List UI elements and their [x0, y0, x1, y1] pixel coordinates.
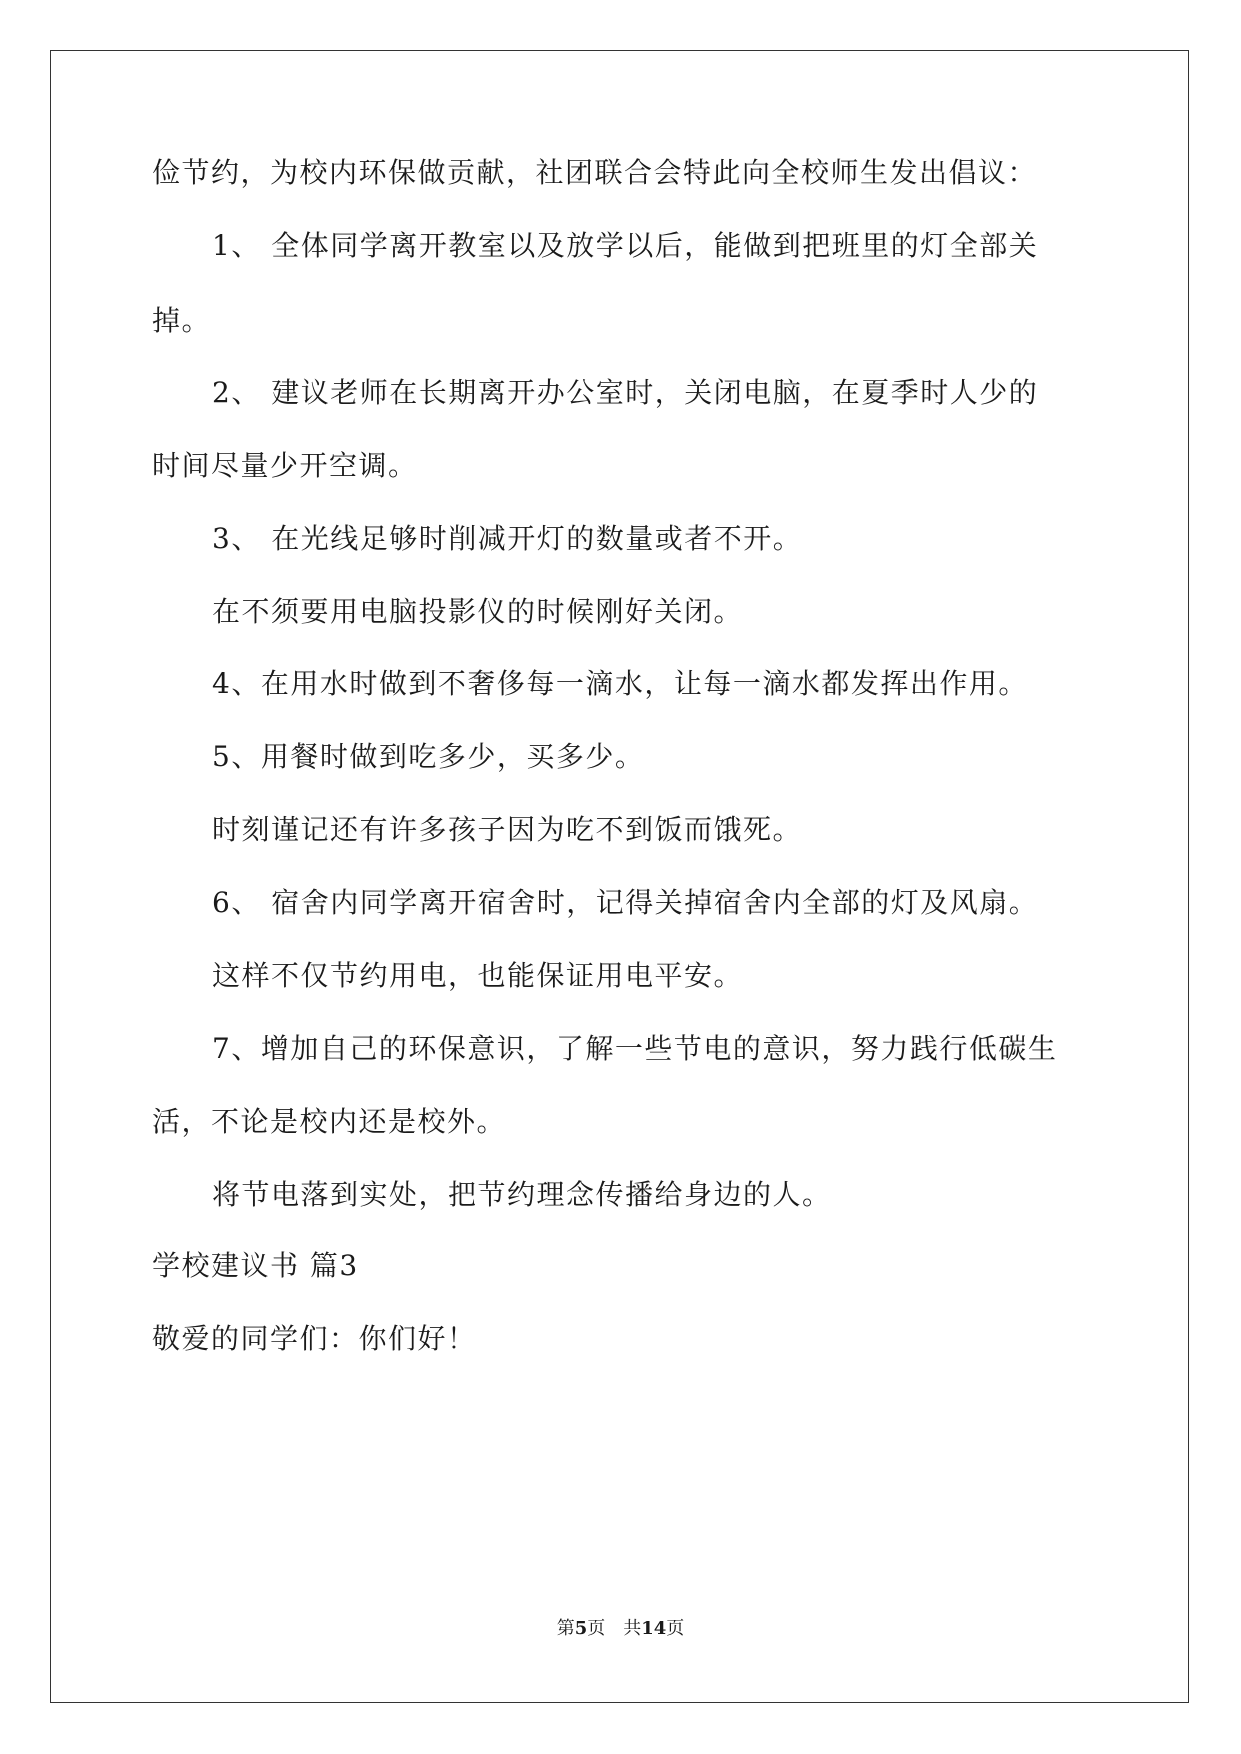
- footer-page-suffix: 页: [587, 1618, 606, 1639]
- paragraph-line: 时间尽量少开空调。: [152, 449, 418, 482]
- list-item-1: 1、 全体同学离开教室以及放学以后，能做到把班里的灯全部关: [212, 229, 1039, 262]
- list-item-6: 6、 宿舍内同学离开宿舍时，记得关掉宿舍内全部的灯及风扇。: [212, 886, 1039, 919]
- list-item-7: 7、增加自己的环保意识，了解一些节电的意识，努力践行低碳生: [212, 1032, 1058, 1065]
- page-footer: [0, 1614, 1241, 1640]
- page-border: [50, 50, 1189, 1703]
- footer-total-prefix: 共: [623, 1618, 642, 1639]
- list-item-5: 5、用餐时做到吃多少，买多少。: [212, 740, 645, 773]
- paragraph-line: 活，不论是校内还是校外。: [152, 1105, 507, 1138]
- footer-total-suffix: 页: [666, 1618, 685, 1639]
- paragraph-line: 掉。: [152, 304, 212, 337]
- greeting-line: 敬爱的同学们：你们好！: [152, 1322, 477, 1355]
- paragraph-line: 这样不仅节约用电，也能保证用电平安。: [212, 959, 744, 992]
- paragraph-line: 在不须要用电脑投影仪的时候刚好关闭。: [212, 595, 744, 628]
- footer-page-prefix: 第: [556, 1618, 575, 1639]
- paragraph-line: 将节电落到实处，把节约理念传播给身边的人。: [212, 1178, 832, 1211]
- section-heading: 学校建议书 篇3: [152, 1249, 359, 1282]
- paragraph-line: 俭节约，为校内环保做贡献，社团联合会特此向全校师生发出倡议：: [152, 156, 1038, 189]
- list-item-3: 3、 在光线足够时削减开灯的数量或者不开。: [212, 522, 803, 555]
- list-item-2: 2、 建议老师在长期离开办公室时，关闭电脑，在夏季时人少的: [212, 376, 1039, 409]
- list-item-4: 4、在用水时做到不奢侈每一滴水，让每一滴水都发挥出作用。: [212, 667, 1028, 700]
- footer-page-number: 5: [574, 1618, 588, 1639]
- footer-total-pages: 14: [641, 1618, 667, 1639]
- paragraph-line: 时刻谨记还有许多孩子因为吃不到饭而饿死。: [212, 813, 803, 846]
